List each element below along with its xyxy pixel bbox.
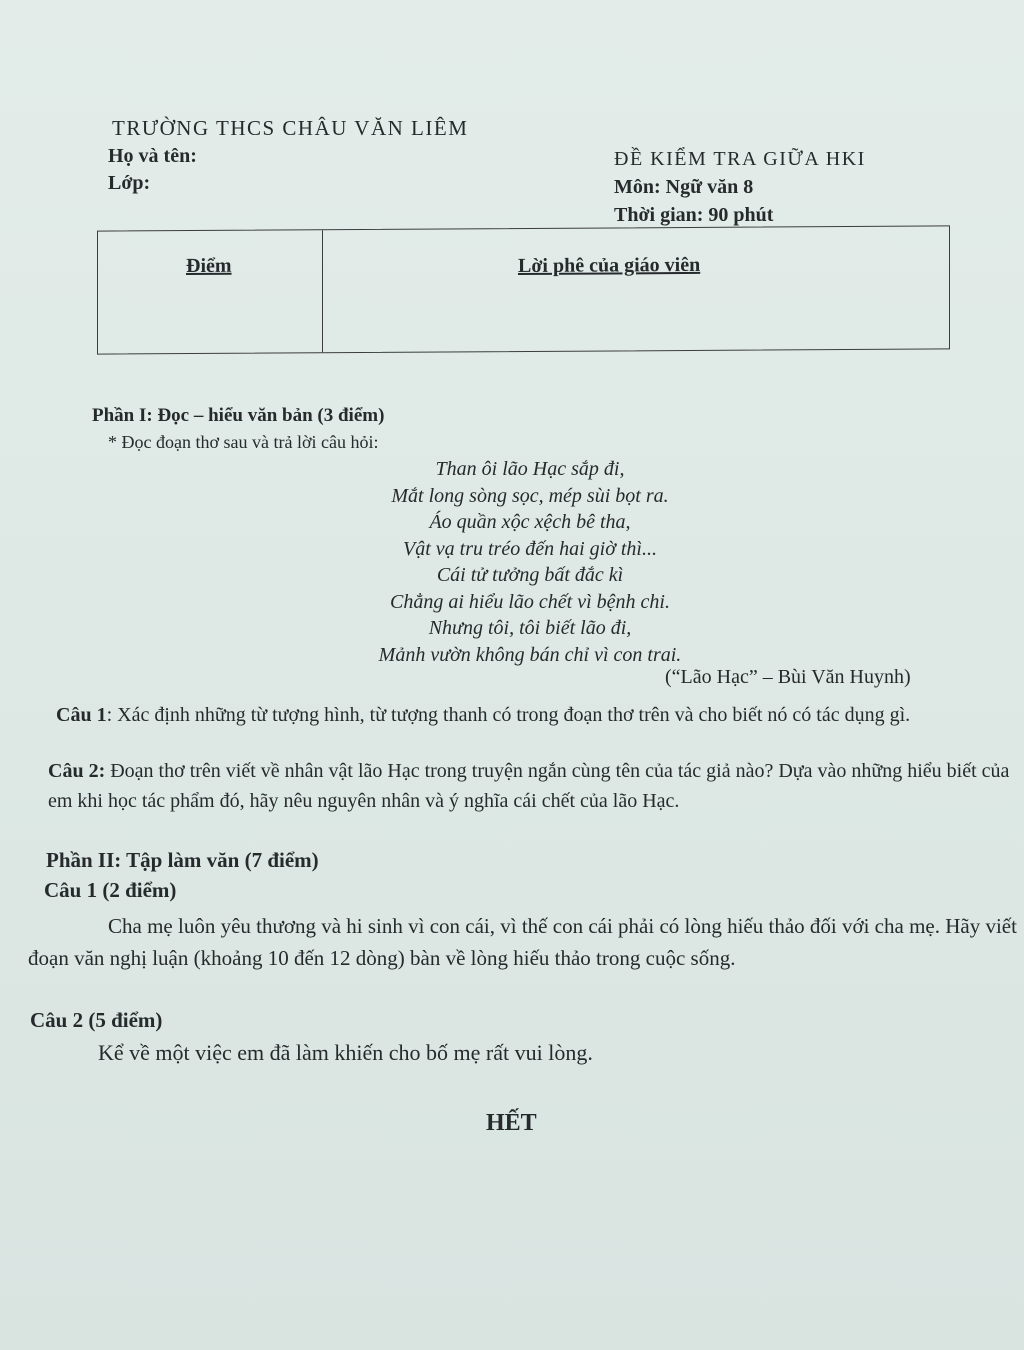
part2-question-2-label: Câu 2 (5 điểm) (30, 1008, 163, 1032)
table-divider (322, 230, 323, 352)
part1-question-1 (56, 700, 1006, 730)
score-table (97, 225, 950, 354)
teacher-comment-header: Lời phê của giáo viên (518, 253, 701, 278)
poem-line: Áo quần xộc xệch bê tha, (429, 511, 631, 533)
part1-question-2 (48, 756, 1013, 816)
class-label: Lớp: (108, 172, 151, 194)
poem (300, 456, 760, 668)
question-text: Đoạn thơ trên viết về nhân vật lão Hạc trong truyện ngắn cùng tên của tác giả nào? Dựa vào những hiểu biết của em khi học tác phẩm đó, hãy nêu nguyên nhân và ý nghĩa cái chết của lão Hạc. (48, 760, 1010, 812)
poem-line: Chẳng ai hiểu lão chết vì bệnh chi. (390, 590, 670, 613)
question-label: Câu 2: (48, 760, 106, 782)
part2-question-1-text (28, 910, 1018, 974)
part2-question-1-label: Câu 1 (2 điểm) (44, 878, 177, 902)
part2-title: Phần II: Tập làm văn (7 điểm) (46, 848, 319, 872)
poem-line: Than ôi lão Hạc sắp đi, (435, 458, 625, 480)
exam-time: Thời gian: 90 phút (614, 204, 774, 226)
subject: Môn: Ngữ văn 8 (614, 176, 754, 198)
part1-title: Phần I: Đọc – hiểu văn bản (3 điểm) (92, 405, 385, 426)
question-text: Cha mẹ luôn yêu thương và hi sinh vì con cái, vì thế con cái phải có lòng hiếu thảo đối với cha mẹ. Hãy viết đoạn văn nghị luận (khoảng 10 đến 12 dòng) bàn về lòng hiếu thảo trong cuộc sống. (28, 914, 1017, 970)
question-label: Câu 1 (56, 704, 107, 726)
question-text: : Xác định những từ tượng hình, từ tượng thanh có trong đoạn thơ trên và cho biết nó có tác dụng gì. (106, 704, 911, 726)
student-name-label: Họ và tên: (108, 145, 197, 167)
poem-source: (“Lão Hạc” – Bùi Văn Huynh) (665, 666, 911, 688)
part2-question-2-text: Kể về một việc em đã làm khiến cho bố mẹ rất vui lòng. (98, 1040, 593, 1065)
poem-line: Vật vạ tru tréo đến hai giờ thì... (403, 537, 657, 560)
part1-instruction: * Đọc đoạn thơ sau và trả lời câu hỏi: (108, 432, 379, 452)
poem-line: Nhưng tôi, tôi biết lão đi, (428, 617, 632, 639)
poem-line: Mảnh vườn không bán chỉ vì con trai. (378, 643, 682, 666)
exam-title: ĐỀ KIỂM TRA GIỮA HKI (614, 148, 866, 170)
score-header: Điểm (186, 254, 232, 278)
poem-line: Mắt long sòng sọc, mép sùi bọt ra. (391, 484, 669, 507)
school-name: TRƯỜNG THCS CHÂU VĂN LIÊM (112, 116, 469, 140)
poem-line: Cái tử tưởng bất đắc kì (436, 564, 624, 586)
end-marker: HẾT (486, 1110, 537, 1136)
